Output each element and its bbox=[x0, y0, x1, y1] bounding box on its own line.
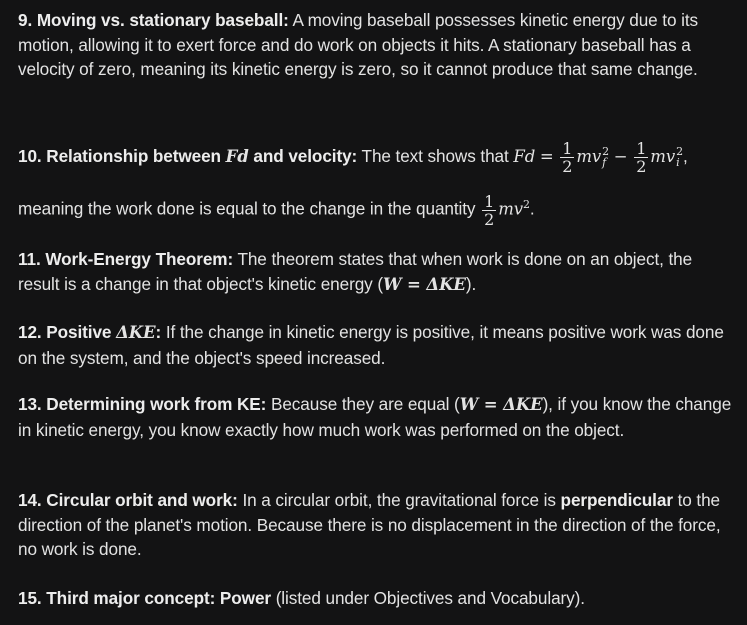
term3-base: mv bbox=[498, 199, 523, 219]
term2-base: mv bbox=[650, 147, 676, 166]
term1-base: mv bbox=[576, 147, 602, 166]
term3-sup: 2 bbox=[523, 198, 530, 211]
item-15-text: (listed under Objectives and Vocabulary). bbox=[275, 588, 585, 608]
item-10-heading-math: Fd bbox=[225, 147, 249, 166]
item-15-number: 15. bbox=[18, 588, 42, 608]
item-14-heading: Circular orbit and work: bbox=[46, 490, 238, 510]
half-fraction-1: $\frac{1}{2}$ bbox=[562, 138, 573, 176]
term1-scripts: 2 f bbox=[602, 145, 610, 170]
eq-minus: − bbox=[613, 147, 628, 166]
item-14-text-pre: In a circular orbit, the gravitational force is bbox=[242, 490, 556, 510]
item-14-number: 14. bbox=[18, 490, 42, 510]
item-15-heading: Third major concept: bbox=[46, 588, 216, 608]
eq-equals: = bbox=[539, 147, 554, 166]
item-9-heading: Moving vs. stationary baseball: bbox=[36, 10, 289, 30]
half-fraction-3: $\frac{1}{2}$ bbox=[484, 191, 495, 229]
list-item-9 bbox=[18, 8, 735, 82]
eq-lhs: Fd bbox=[513, 147, 536, 166]
item-11-text-end: ). bbox=[465, 273, 477, 294]
item-11-math: W = ΔKE bbox=[382, 274, 466, 294]
item-12-heading-pre: Positive bbox=[46, 322, 112, 342]
item-11-number: 11. bbox=[18, 249, 41, 269]
item-12-heading-post: : bbox=[155, 322, 162, 342]
item-12-text: If the change in kinetic energy is positive, it means positive work was done on the system, and the object's speed increased. bbox=[18, 322, 724, 368]
item-13-text-post: ), if you know the change in kinetic energy, you know exactly how much work was performed on the object. bbox=[18, 394, 732, 440]
item-10-heading-pre: Relationship between bbox=[46, 146, 221, 166]
list-item-12 bbox=[18, 320, 735, 370]
item-13-text-pre: Because they are equal ( bbox=[270, 394, 460, 414]
item-10-text-line2: meaning the work done is equal to the change in the quantity bbox=[18, 198, 476, 219]
item-13-number: 13. bbox=[18, 394, 42, 414]
item-13-math: W = ΔKE bbox=[459, 395, 543, 414]
term2-scripts: 2 i bbox=[676, 145, 683, 170]
half-fraction-2: $\frac{1}{2}$ bbox=[636, 138, 647, 176]
item-13-heading: Determining work from KE: bbox=[46, 394, 267, 414]
eq-comma: , bbox=[682, 146, 688, 166]
item-11-text: The theorem states that when work is done on an object, the result is a change in that object's kinetic energy ( bbox=[18, 249, 693, 294]
list-item-15 bbox=[18, 586, 735, 611]
list-item-13 bbox=[18, 392, 735, 442]
item-10-line-1 bbox=[18, 132, 735, 181]
list-item-11 bbox=[18, 247, 735, 297]
item-12-number: 12. bbox=[18, 322, 42, 342]
item-10-text-pre: The text shows that bbox=[361, 146, 509, 166]
item-14-text-post: to the direction of the planet's motion. Because there is no displacement in the direction of the force, no work is done. bbox=[18, 490, 721, 559]
list-item-10 bbox=[18, 132, 735, 234]
item-11-heading: Work-Energy Theorem: bbox=[45, 249, 234, 269]
list-item-14 bbox=[18, 488, 735, 562]
item-9-text: A moving baseball possesses kinetic energy due to its motion, allowing it to exert force and do work on objects it hits. A stationary baseball has a velocity of zero, meaning its kinetic energy is zero, so it cannot produce that same change. bbox=[18, 10, 699, 79]
item-15-emphasis: Power bbox=[219, 588, 271, 608]
eq-period: . bbox=[529, 198, 535, 219]
item-10-number: 10. bbox=[18, 146, 42, 166]
item-14-emphasis: perpendicular bbox=[560, 490, 673, 510]
item-10-heading-post: and velocity: bbox=[253, 146, 358, 166]
item-9-number: 9. bbox=[18, 10, 33, 30]
item-12-heading-math: ΔKE bbox=[116, 323, 156, 342]
item-10-line-2 bbox=[18, 181, 735, 234]
